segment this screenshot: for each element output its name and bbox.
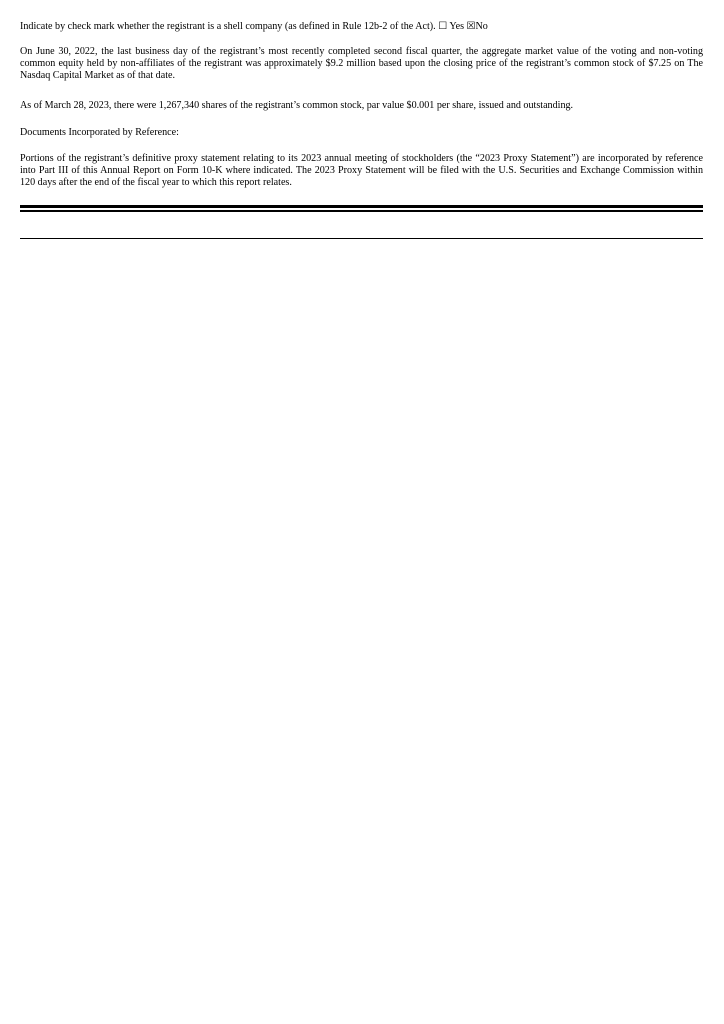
shares-outstanding-paragraph: As of March 28, 2023, there were 1,267,340 shares of the registrant’s common stock, par value $0.001 per share, issued and outstanding. — [20, 100, 574, 111]
shell-company-question — [20, 21, 703, 33]
no-checkbox: ☒ — [466, 21, 476, 32]
no-label: No — [475, 21, 488, 32]
shell-company-text: Indicate by check mark whether the registrant is a shell company (as defined in Rule 12b-2 of the Act). — [20, 21, 436, 32]
yes-label: Yes — [449, 21, 465, 32]
double-rule-top — [20, 205, 703, 208]
documents-incorporated-heading: Documents Incorporated by Reference: — [20, 127, 179, 138]
proxy-statement-paragraph: Portions of the registrant’s definitive proxy statement relating to its 2023 annual meeting of stockholders (the “2023 Proxy Statement”) are incorporated by reference into Part III of this Annual Report on Form 10-K where indicated. The 2023 Proxy Statement will be filed with the U.S. Securities and Exchange Commission within 120 days after the end of the fiscal year to which this report relates. — [20, 153, 703, 189]
yes-checkbox: ☐ — [438, 21, 448, 32]
double-rule-bottom — [20, 210, 703, 212]
page-divider-rule — [20, 238, 703, 239]
market-value-paragraph: On June 30, 2022, the last business day of the registrant’s most recently completed second fiscal quarter, the aggregate market value of the voting and non-voting common equity held by non-affiliates of the registrant was approximately $9.2 million based upon the closing price of the registrant’s common stock of $7.25 on The Nasdaq Capital Market as of that date. — [20, 46, 703, 82]
